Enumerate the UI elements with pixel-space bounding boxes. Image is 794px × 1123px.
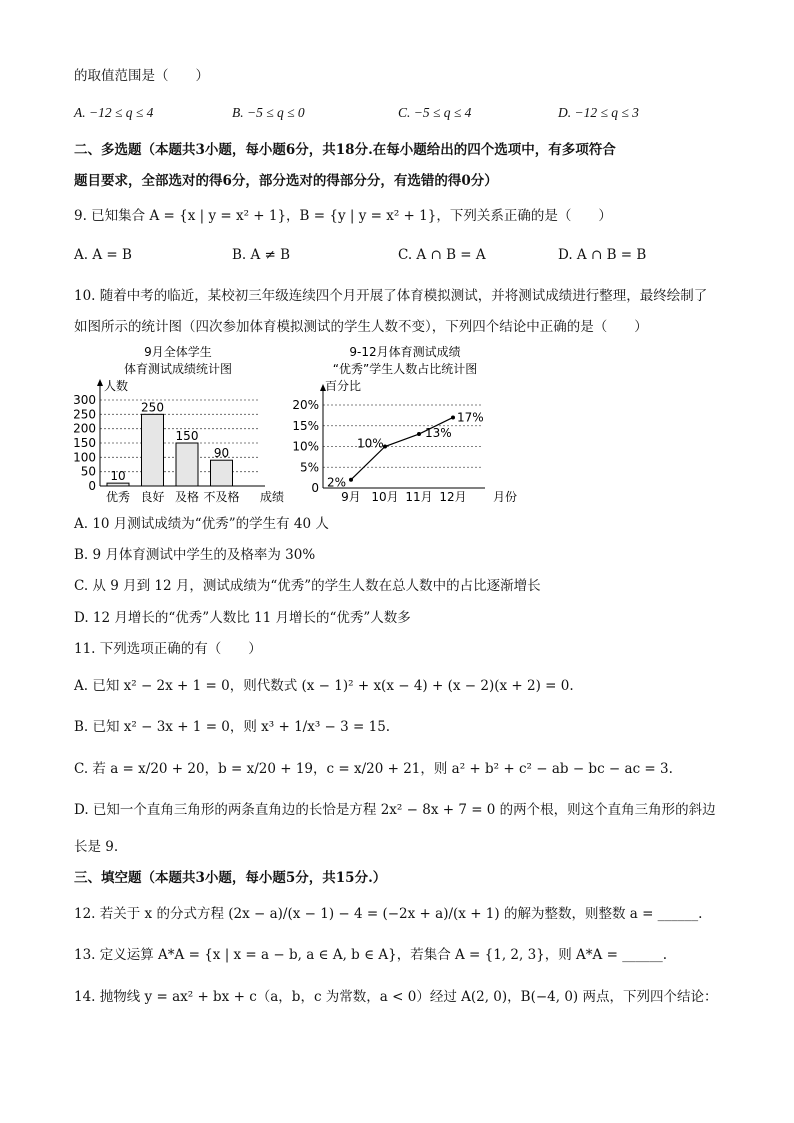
bar-chart-ytick: 300 [73,393,96,407]
q10-option-b[interactable]: B. 9 月体育测试中学生的及格率为 30% [74,547,316,563]
bar-chart-bar [142,414,164,486]
bar-chart-category-label: 良好 [140,490,165,504]
bar-chart-ytick: 50 [80,464,96,479]
q10-option-d[interactable]: D. 12 月增长的“优秀”人数比 11 月增长的“优秀”人数多 [74,610,411,626]
line-chart-x-label: 10月 [371,490,399,504]
line-chart-subtitle: “优秀”学生人数占比统计图 [332,362,478,376]
bar-chart-bar [211,460,233,486]
section-2-heading-cont: 题目要求，全部选对的得6分，部分选对的得部分分，有选错的得0分） [74,173,498,189]
line-chart-ytick: 20% [292,398,319,412]
bar-chart-title: 9月全体学生 [144,345,212,359]
bar-chart-value-label: 150 [175,429,199,443]
bar-chart-ytick: 200 [73,421,96,436]
bar-chart-ytick: 100 [73,450,96,465]
bar-chart-value-label: 90 [213,446,230,461]
section-2-heading: 二、多选题（本题共3小题，每小题6分，共18分.在每小题给出的四个选项中，有多项符合 [74,142,616,158]
line-chart-ylabel: 百分比 [325,379,362,393]
bar-chart-ytick: 150 [73,436,96,450]
line-chart-ytick: 10% [292,439,319,454]
line-chart-ytick: 15% [292,418,319,433]
line-chart-data-label: 10% [357,436,384,451]
line-chart-ytick: 5% [299,460,319,475]
bar-chart-subtitle: 体育测试成绩统计图 [123,362,233,376]
q8-option-a[interactable]: A. −12 ≤ q ≤ 4 [74,105,154,120]
q14-stem: 14. 抛物线 y = ax² + bx + c（a，b，c 为常数，a < 0）经过 A(2, 0)，B(−4, 0) 两点，下列四个结论： [74,989,718,1005]
q8-option-b[interactable]: B. −5 ≤ q ≤ 0 [232,105,305,120]
q9-option-c[interactable]: C. A ∩ B = A [398,247,486,263]
q9-option-d[interactable]: D. A ∩ B = B [558,247,647,263]
bar-chart-xlabel: 成绩 [260,490,285,504]
q11-stem: 11. 下列选项正确的有（ ） [74,641,262,657]
line-chart-x-label: 9月 [341,490,361,504]
bar-chart-ytick: 0 [88,479,96,493]
bar-chart-bar [176,443,198,486]
q11-option-c[interactable]: C. 若 a = x/20 + 20，b = x/20 + 19，c = x/20 + 21，则 a² + b² + c² − ab − bc − ac = 3. [74,761,673,777]
q10-option-c[interactable]: C. 从 9 月到 12 月，测试成绩为“优秀”的学生人数在总人数中的占比逐渐增长 [74,578,541,594]
line-chart-data-label: 13% [425,426,452,441]
q12-stem: 12. 若关于 x 的分式方程 (2x − a)/(x − 1) − 4 = (−2x + a)/(x + 1) 的解为整数，则整数 a = ______. [74,906,703,922]
q9-option-a[interactable]: A. A = B [74,247,132,263]
line-chart-point [417,432,421,436]
bar-chart-category-label: 不及格 [203,490,240,504]
q9-stem: 9. 已知集合 A = {x | y = x² + 1}，B = {y | y = x² + 1}，下列关系正确的是（ ） [74,208,612,224]
bar-chart-ytick: 250 [73,407,96,422]
line-chart-point [349,478,353,482]
bar-chart-category-label: 及格 [174,490,200,504]
line-chart-x-label: 11月 [405,490,433,504]
q8-stem-end: 的取值范围是（ ） [74,68,209,84]
line-chart-data-label: 17% [457,410,484,425]
q11-option-a[interactable]: A. 已知 x² − 2x + 1 = 0，则代数式 (x − 1)² + x(x − 4) + (x − 2)(x + 2) = 0. [74,678,574,694]
line-chart-ytick: 0 [311,481,319,495]
line-chart [285,342,525,507]
bar-chart-value-label: 250 [141,400,164,415]
line-chart-x-label: 12月 [439,490,467,504]
q10-option-a[interactable]: A. 10 月测试成绩为“优秀”的学生有 40 人 [74,516,329,532]
q9-option-b[interactable]: B. A ≠ B [232,247,291,263]
q8-option-d[interactable]: D. −12 ≤ q ≤ 3 [558,105,639,120]
q8-option-c[interactable]: C. −5 ≤ q ≤ 4 [398,105,472,120]
q11-option-b[interactable]: B. 已知 x² − 3x + 1 = 0，则 x³ + 1/x³ − 3 = 15. [74,719,391,735]
q11-option-d-cont: 长是 9. [74,839,119,855]
line-chart-point [451,415,455,419]
q13-stem: 13. 定义运算 A*A = {x | x = a − b, a ∈ A, b ∈ A}，若集合 A = {1, 2, 3}，则 A*A = ______. [74,947,667,963]
section-3-heading: 三、填空题（本题共3小题，每小题5分，共15分.） [74,870,387,886]
q10-stem: 10. 随着中考的临近，某校初三年级连续四个月开展了体育模拟测试，并将测试成绩进行整理，最终绘制了 [74,288,708,304]
line-chart-data-label: 2% [327,475,347,490]
line-chart-title: 9-12月体育测试成绩 [349,345,461,359]
bar-chart-ylabel: 人数 [104,379,129,393]
line-chart-xlabel: 月份 [493,490,518,504]
bar-chart-category-label: 优秀 [105,490,131,504]
bar-chart-value-label: 10 [110,469,126,484]
q10-stem-cont: 如图所示的统计图（四次参加体育模拟测试的学生人数不变），下列四个结论中正确的是（ ） [74,319,648,335]
q11-option-d[interactable]: D. 已知一个直角三角形的两条直角边的长恰是方程 2x² − 8x + 7 = 0 的两个根，则这个直角三角形的斜边 [74,802,716,818]
bar-chart [70,342,295,507]
